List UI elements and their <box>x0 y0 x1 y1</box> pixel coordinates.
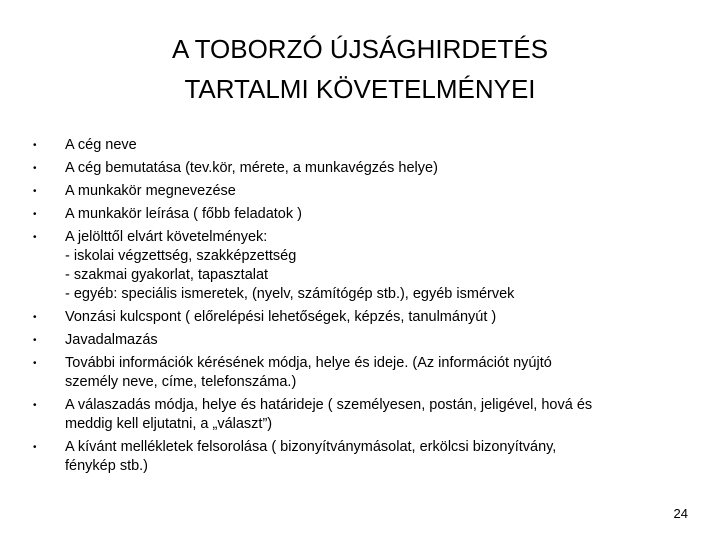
list-item-text: A cég bemutatása (tev.kör, mérete, a munkavégzés helye) <box>65 160 438 176</box>
list-item-text: A jelölttől elvárt követelmények: <box>65 229 268 245</box>
list-item <box>33 136 673 155</box>
list-item-text: fénykép stb.) <box>65 458 149 474</box>
list-item <box>33 159 673 178</box>
slide-title <box>0 29 720 109</box>
list-item-text: - szakmai gyakorlat, tapasztalat <box>65 267 269 283</box>
bullet-icon: • <box>33 163 37 174</box>
bullet-icon: • <box>33 232 37 243</box>
requirements-list <box>33 136 673 480</box>
title-line-2: TARTALMI KÖVETELMÉNYEI <box>184 74 536 104</box>
list-item-text: - iskolai végzettség, szakképzettség <box>65 248 297 264</box>
list-item <box>33 396 673 434</box>
list-item <box>33 331 673 350</box>
bullet-icon: • <box>33 358 37 369</box>
list-item-text: A válaszadás módja, helye és határideje ( személyesen, postán, jeligével, hová és <box>65 397 593 413</box>
list-item-text: Vonzási kulcspont ( előrelépési lehetőségek, képzés, tanulmányút ) <box>65 309 497 325</box>
bullet-icon: • <box>33 335 37 346</box>
list-item-text: meddig kell eljutatni, a „választ”) <box>65 416 273 432</box>
list-item-text: A munkakör leírása ( főbb feladatok ) <box>65 206 302 222</box>
list-item <box>33 228 673 304</box>
bullet-icon: • <box>33 442 37 453</box>
page-number: 24 <box>673 506 688 521</box>
list-item-text: Javadalmazás <box>65 332 158 348</box>
title-line-1: A TOBORZÓ ÚJSÁGHIRDETÉS <box>171 34 549 64</box>
list-item-text: További információk kérésének módja, helye és ideje. (Az információt nyújtó <box>65 355 552 371</box>
list-item <box>33 308 673 327</box>
list-item <box>33 205 673 224</box>
bullet-icon: • <box>33 209 37 220</box>
bullet-icon: • <box>33 312 37 323</box>
list-item <box>33 438 673 476</box>
list-item-text: A cég neve <box>65 137 137 153</box>
bullet-icon: • <box>33 186 37 197</box>
list-item <box>33 182 673 201</box>
list-item-text: személy neve, címe, telefonszáma.) <box>65 374 297 390</box>
list-item-text: A munkakör megnevezése <box>65 183 236 199</box>
list-item-text: - egyéb: speciális ismeretek, (nyelv, számítógép stb.), egyéb ismérvek <box>65 286 515 302</box>
list-item <box>33 354 673 392</box>
list-item-text: A kívánt mellékletek felsorolása ( bizonyítványmásolat, erkölcsi bizonyítvány, <box>65 439 557 455</box>
bullet-icon: • <box>33 140 37 151</box>
bullet-icon: • <box>33 400 37 411</box>
